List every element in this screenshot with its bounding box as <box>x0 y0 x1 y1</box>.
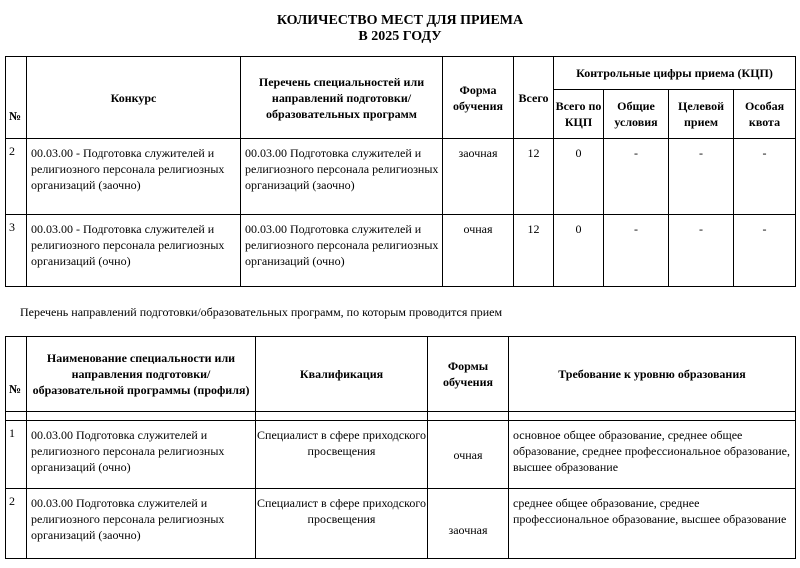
col-header-requirement: Требование к уровню образования <box>509 337 796 412</box>
admission-places-table <box>5 56 796 287</box>
row-requirement: среднее общее образование, среднее профессиональное образование, высшее образование <box>509 489 796 559</box>
table1-header-row <box>6 57 796 90</box>
row-kcp-total: 0 <box>554 215 604 287</box>
table2-header-row <box>6 337 796 412</box>
col-header-general: Общие условия <box>604 90 669 139</box>
col-header-kcp-group: Контрольные цифры приема (КЦП) <box>554 57 796 90</box>
spacer-cell <box>256 412 428 421</box>
row-requirement: основное общее образование, среднее общее образование, среднее профессиональное образование, высшее образование <box>509 421 796 489</box>
row-form: очная <box>428 421 509 489</box>
col-header-target: Целевой прием <box>669 90 734 139</box>
spacer-cell <box>428 412 509 421</box>
row-total: 12 <box>514 139 554 215</box>
row-name: 00.03.00 Подготовка служителей и религиозного персонала религиозных организаций (очно) <box>27 421 256 489</box>
row-qualification: Специалист в сфере приходского просвещения <box>256 421 428 489</box>
spacer-cell <box>509 412 796 421</box>
col-header-num: № <box>6 57 27 139</box>
row-form: очная <box>443 215 514 287</box>
spacer-cell <box>27 412 256 421</box>
row-contest: 00.03.00 - Подготовка служителей и религиозного персонала религиозных организаций (заочно) <box>27 139 241 215</box>
row-name: 00.03.00 Подготовка служителей и религиозного персонала религиозных организаций (заочно) <box>27 489 256 559</box>
row-kcp-total: 0 <box>554 139 604 215</box>
col-header-total: Всего <box>514 57 554 139</box>
col-header-qualification: Квалификация <box>256 337 428 412</box>
title-line-1: КОЛИЧЕСТВО МЕСТ ДЛЯ ПРИЕМА <box>276 13 524 28</box>
row-program: 00.03.00 Подготовка служителей и религиозного персонала религиозных организаций (очно) <box>241 215 443 287</box>
col-header-form: Форма обучения <box>443 57 514 139</box>
row-num: 3 <box>6 215 27 287</box>
table2-spacer-row <box>6 412 796 421</box>
row-program: 00.03.00 Подготовка служителей и религиозного персонала религиозных организаций (заочно) <box>241 139 443 215</box>
row-form: заочная <box>428 489 509 559</box>
row-general: - <box>604 139 669 215</box>
col-header-name: Наименование специальности или направления подготовки/ образовательной программы (профиля) <box>27 337 256 412</box>
row-num: 2 <box>6 139 27 215</box>
col-header-contest: Конкурс <box>27 57 241 139</box>
col-header-forms: Формы обучения <box>428 337 509 412</box>
page-title <box>0 13 800 45</box>
row-num: 2 <box>6 489 27 559</box>
col-header-quota: Особая квота <box>734 90 796 139</box>
table-row <box>6 215 796 287</box>
programs-list-note: Перечень направлений подготовки/образовательных программ, по которым проводится прием <box>20 305 503 319</box>
col-header-programs: Перечень специальностей или направлений подготовки/ образовательных программ <box>241 57 443 139</box>
row-num: 1 <box>6 421 27 489</box>
row-target: - <box>669 139 734 215</box>
row-contest: 00.03.00 - Подготовка служителей и религиозного персонала религиозных организаций (очно) <box>27 215 241 287</box>
title-line-2: В 2025 ГОДУ <box>358 29 442 44</box>
row-quota: - <box>734 139 796 215</box>
row-general: - <box>604 215 669 287</box>
col-header-kcp-total: Всего по КЦП <box>554 90 604 139</box>
row-target: - <box>669 215 734 287</box>
table-row <box>6 421 796 489</box>
table-row <box>6 139 796 215</box>
row-total: 12 <box>514 215 554 287</box>
table-row <box>6 489 796 559</box>
row-qualification: Специалист в сфере приходского просвещения <box>256 489 428 559</box>
row-quota: - <box>734 215 796 287</box>
row-form: заочная <box>443 139 514 215</box>
col-header-num: № <box>6 337 27 412</box>
programs-table <box>5 336 796 559</box>
spacer-cell <box>6 412 27 421</box>
